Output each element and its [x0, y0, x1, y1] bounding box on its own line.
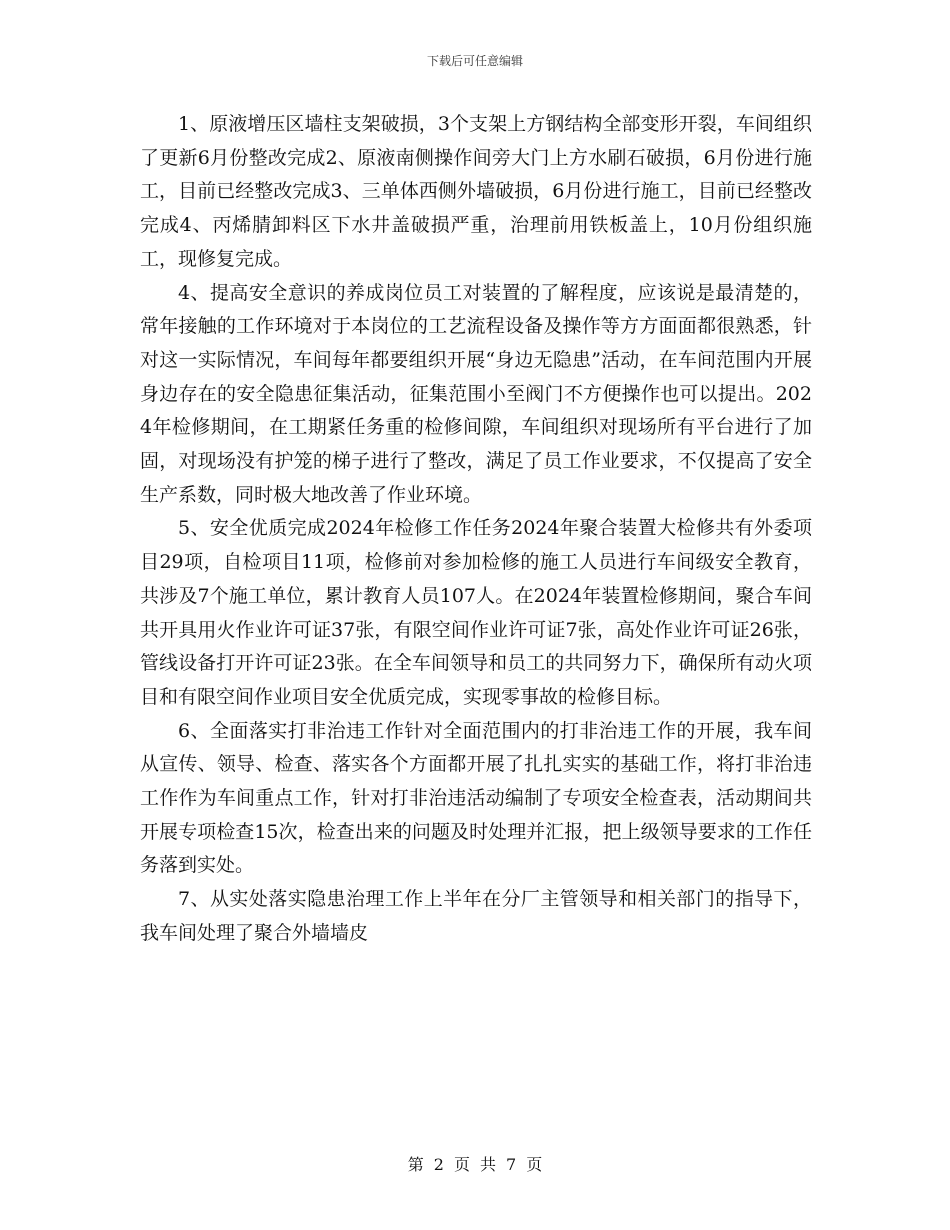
footer-label-ye2: 页: [526, 1155, 543, 1174]
paragraph-5: 7、从实处落实隐患治理工作上半年在分厂主管领导和相关部门的指导下，我车间处理了聚合外墙墙皮: [140, 888, 812, 944]
footer-label-gong: 共: [480, 1155, 497, 1174]
footer-label-di: 第: [407, 1155, 424, 1174]
paragraph-1: 1、原液增压区墙柱支架破损，3个支架上方钢结构全部变形开裂，车间组织了更新6月份整改完成2、原液南侧操作间旁大门上方水刷石破损，6月份进行施工，目前已经整改完成3、三单体西侧外墙破损，6月份进行施工，目前已经整改完成4、丙烯腈卸料区下水井盖破损严重，治理前用铁板盖上，10月份组织施工，现修复完成。: [140, 113, 812, 270]
footer-label-ye: 页: [453, 1155, 470, 1174]
page-number: 2: [433, 1155, 444, 1174]
paragraph-3: 5、安全优质完成2024年检修工作任务2024年聚合装置大检修共有外委项目29项，自检项目11项，检修前对参加检修的施工人员进行车间级安全教育，共涉及7个施工单位，累计教育人员107人。在2024年装置检修期间，聚合车间共开具用火作业许可证37张，有限空间作业许可证7张，高处作业许可证26张，管线设备打开许可证23张。在全车间领导和员工的共同努力下，确保所有动火项目和有限空间作业项目安全优质完成，实现零事故的检修目标。: [140, 517, 812, 708]
paragraph-4: 6、全面落实打非治违工作针对全面范围内的打非治违工作的开展，我车间从宣传、领导、检查、落实各个方面都开展了扎扎实实的基础工作，将打非治违工作作为车间重点工作，针对打非治违活动编制了专项安全检查表，活动期间共开展专项检查15次，检查出来的问题及时处理并汇报，把上级领导要求的工作任务落到实处。: [140, 719, 812, 877]
page-total: 7: [506, 1155, 517, 1174]
page-header: 下载后可任意编辑: [426, 54, 523, 68]
document-body: [140, 108, 812, 951]
paragraph-2: 4、提高安全意识的养成岗位员工对装置的了解程度，应该说是最清楚的，常年接触的工作环境对于本岗位的工艺流程设备及操作等方方面面都很熟悉，针对这一实际情况，车间每年都要组织开展“身边无隐患”活动，在车间范围内开展身边存在的安全隐患征集活动，征集范围小至阀门不方便操作也可以提出。2024年检修期间，在工期紧任务重的检修间隙，车间组织对现场所有平台进行了加固，对现场没有护笼的梯子进行了整改，满足了员工作业要求，不仅提高了安全生产系数，同时极大地改善了作业环境。: [140, 281, 812, 506]
page-footer: [0, 1152, 950, 1175]
